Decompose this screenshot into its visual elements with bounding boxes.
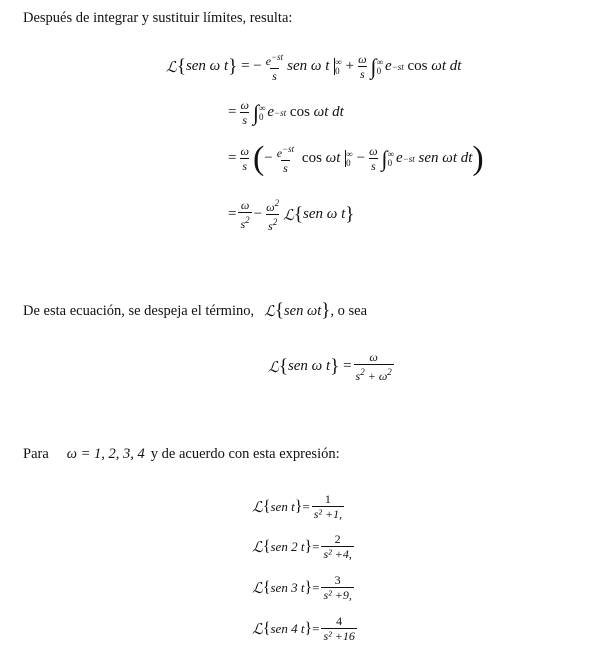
result-den: s² +16 (323, 629, 355, 643)
result-num: 4 (336, 614, 343, 628)
result-den: s² +9, (323, 588, 352, 602)
result-arg: sen 4 t (270, 620, 305, 636)
result-item: ℒ { sen 4 t } = $\frac{4}{\text{s² +16}}$ (252, 614, 355, 643)
equation-line-4: = $\frac{\omega}{s^2}$ − $\frac{\omega^2}{s^2}$ ℒ { sen ω t } (228, 198, 355, 233)
result-item: ℒ { sen 3 t } = $\frac{3}{\text{s² +9,}}$ (252, 573, 352, 602)
result-formula: ℒ { sen ω t } = $\frac{\omega}{s^2 + \omega^2}$ (268, 350, 392, 383)
laplace-symbol: ℒ (252, 619, 263, 638)
laplace-symbol: ℒ (252, 578, 263, 597)
result-den: s² +4, (323, 547, 352, 561)
equation-line-1: ℒ { sen ω t } = − $\frac{e^{-st}}{s}$ sen ω t ∞ 0 + $\frac{\omega}{s}$ ∫ ∞ 0 e −st cos ωt dt (166, 52, 462, 83)
result-item: ℒ { sen t } = $\frac{1}{\text{s² +1,}}$ (252, 492, 343, 521)
result-num: 3 (334, 573, 341, 587)
result-item: ℒ { sen 2 t } = $\frac{2}{\text{s² +4,}}$ (252, 532, 352, 561)
clear-text: De esta ecuación, se despeja el término, ℒ { sen ωt } , o sea (23, 300, 368, 321)
para-text: Para ω = 1, 2, 3, 4 y de acuerdo con esta expresión: (23, 446, 340, 462)
intro-text: Después de integrar y sustituir límites, resulta: (23, 10, 293, 26)
result-num: 1 (324, 492, 331, 506)
result-arg: sen 3 t (270, 579, 305, 595)
laplace-symbol: ℒ (166, 57, 177, 76)
result-den: s² +1, (313, 507, 343, 521)
result-num: 2 (334, 532, 341, 546)
equation-line-3: = $\frac{\omega}{s}$ ( − $\frac{e^{-st}}{s}$ cos ωt ∞ 0 − $\frac{\omega}{s}$ ∫ ∞ 0 e −st sen ωt dt ) (228, 139, 484, 177)
result-arg: sen t (270, 498, 295, 514)
equation-line-2: = $\frac{\omega}{s}$ ∫ ∞ 0 e −st cos ωt dt (228, 98, 344, 127)
laplace-symbol: ℒ (252, 497, 263, 516)
result-arg: sen 2 t (270, 538, 305, 554)
laplace-symbol: ℒ (252, 537, 263, 556)
